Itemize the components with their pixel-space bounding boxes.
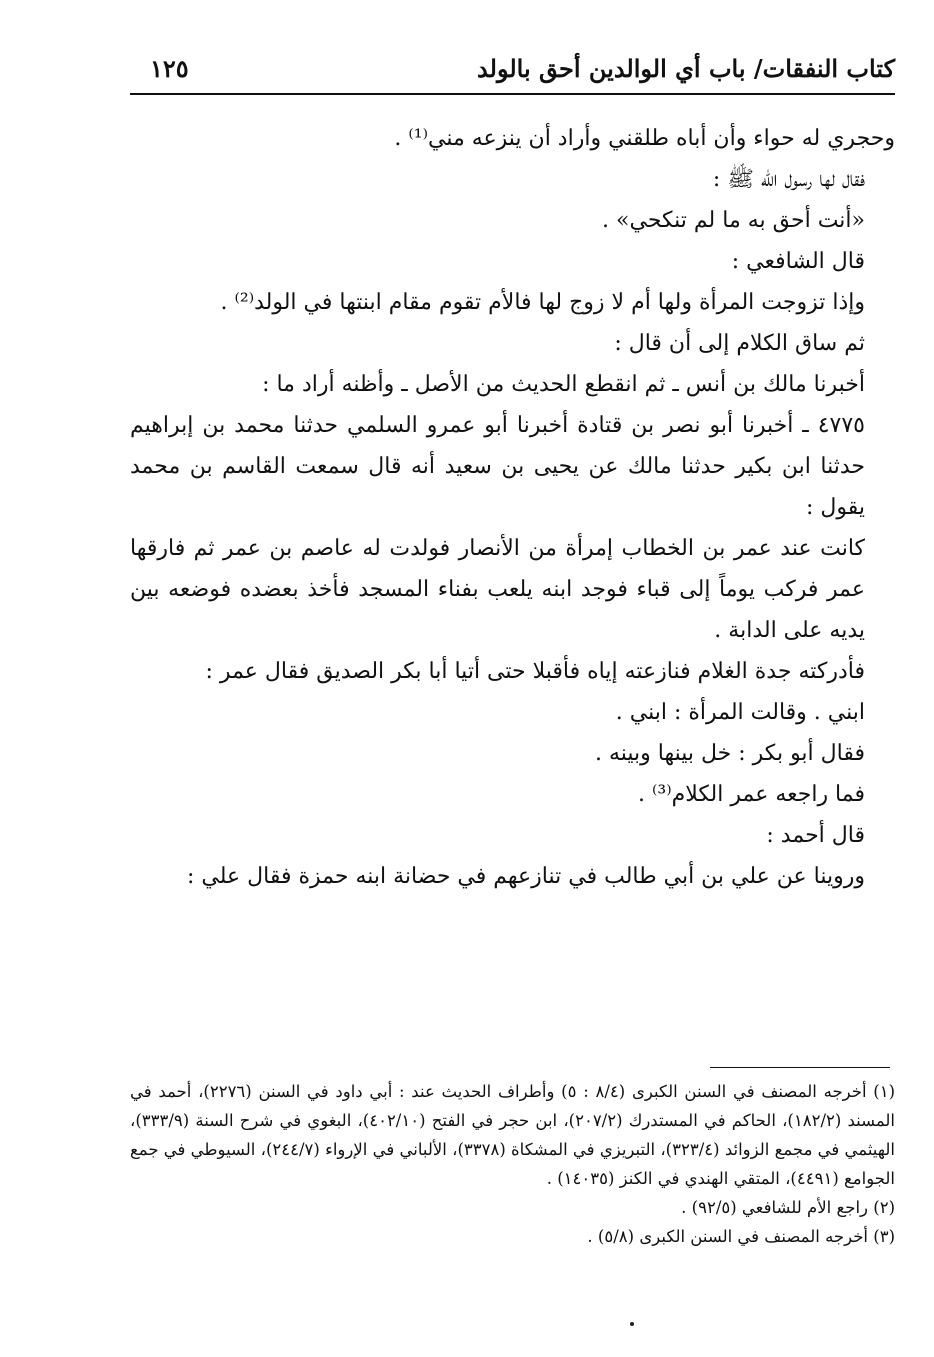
text-line: أخبرنا مالك بن أنس ـ ثم انقطع الحديث من الأصل ـ وأظنه أراد ما :: [262, 372, 865, 397]
text-line: وإذا تزوجت المرأة ولها أم لا زوج لها فالأم تقوم مقام ابنتها في الولد⁽²⁾ .: [220, 290, 865, 315]
main-text: [130, 118, 895, 897]
text-line: «أنت أحق به ما لم تنكحي» .: [602, 208, 865, 233]
text-line: فأدركته جدة الغلام فنازعته إياه فأقبلا حتى أتيا أبا بكر الصديق فقال عمر :: [205, 659, 865, 684]
footnote-2: (٢) راجع الأم للشافعي (٩٢/٥) .: [681, 1198, 895, 1217]
text-line: وحجري له حواء وأن أباه طلقني وأراد أن ينزعه مني⁽¹⁾ .: [394, 126, 895, 151]
header-divider: [130, 93, 895, 95]
hadith-4775: ٤٧٧٥ ـ أخبرنا أبو نصر بن قتادة أخبرنا أبو عمرو السلمي حدثنا محمد بن إبراهيم حدثنا ابن بكير حدثنا مالك عن يحيى بن سعيد أنه قال سمعت القاسم بن محمد يقول :: [130, 413, 865, 520]
text-line: فقال أبو بكر : خل بينها وبينه .: [594, 741, 865, 766]
text-line: ثم ساق الكلام إلى أن قال :: [614, 331, 865, 356]
footnote-1: (١) أخرجه المصنف في السنن الكبرى (٨/٤ : ٥) وأطراف الحديث عند : أبي داود في السنن (٢٢٧٦)، أحمد في المسند (١٨٢/٢)، الحاكم في المستدرك (٢٠٧/٢)، ابن حجر في الفتح (٤٠٢/١٠)، البغوي في شرح السنة (٣٣٣/٩)، الهيثمي في مجمع الزوائد (٣٢٣/٤)، التبريزي في المشكاة (٣٣٧٨)، الألباني في الإرواء (٢٤٤/٧)، السيوطي في جمع الجوامع (٤٤٩١)، المتقي الهندي في الكنز (١٤٠٣٥) .: [130, 1082, 896, 1188]
text-line: فقال لها رسول الله ﷺ :: [712, 167, 865, 192]
text-line: قال أحمد :: [766, 823, 865, 848]
footnote-3: (٣) أخرجه المصنف في السنن الكبرى (٥/٨) .: [587, 1227, 895, 1246]
footnotes: [130, 1077, 895, 1251]
text-paragraph: كانت عند عمر بن الخطاب إمرأة من الأنصار فولدت له عاصم بن عمر ثم فارقها عمر فركب يوماً إلى قباء فوجد ابنه يلعب بفناء المسجد فأخذ بعضده فوضعه بين يديه على الدابة .: [130, 536, 865, 643]
footnote-divider: [710, 1067, 890, 1068]
text-line: وروينا عن علي بن أبي طالب في تنازعهم في حضانة ابنه حمزة فقال علي :: [187, 864, 865, 889]
text-line: قال الشافعي :: [731, 249, 865, 274]
text-line: فما راجعه عمر الكلام⁽³⁾ .: [638, 782, 865, 807]
chapter-title: كتاب النفقات/ باب أي الوالدين أحق بالولد: [477, 54, 895, 83]
page-number: ١٢٥: [150, 54, 189, 83]
page-mark: [630, 1322, 634, 1326]
text-line: ابني . وقالت المرأة : ابني .: [615, 700, 865, 725]
running-header: [130, 52, 895, 92]
